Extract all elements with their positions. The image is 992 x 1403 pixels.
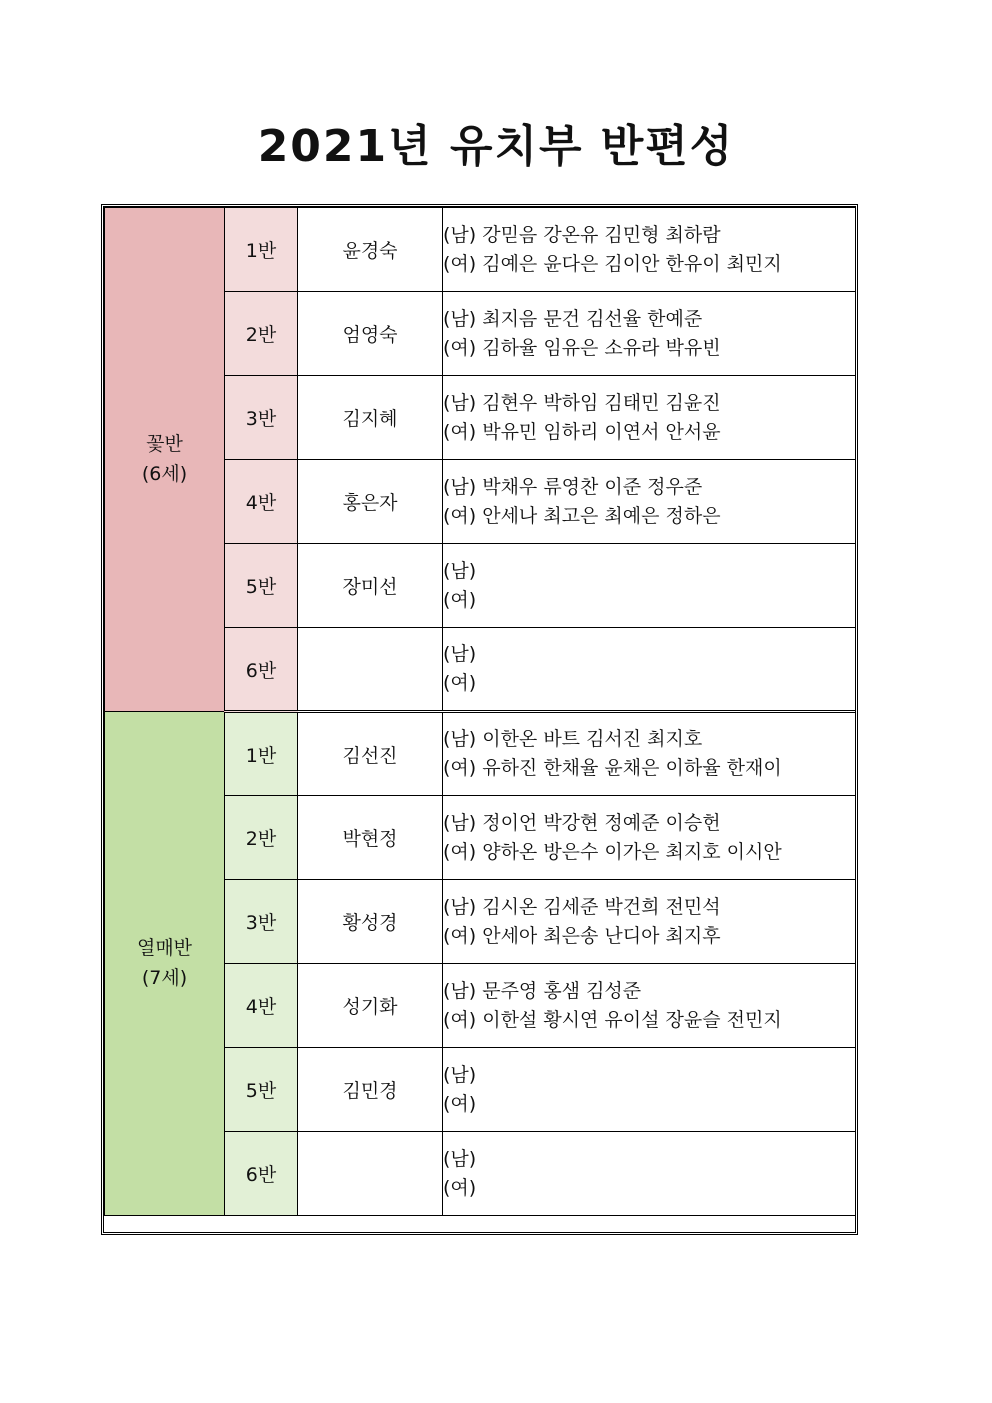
boys-list: (남) 박채우 류영찬 이준 정우준 [443,475,703,498]
table-outer-border [101,204,858,1235]
class-name: 2반 [225,796,298,880]
boys-list: (남) 김시온 김세준 박건희 전민석 [443,895,721,918]
girls-list: (여) 박유민 임하리 이연서 안서윤 [443,420,721,443]
boys-list: (남) 최지음 문건 김선율 한예준 [443,307,703,330]
girls-list: (여) [443,1176,477,1199]
group-name: 꽃반 [146,433,183,456]
teacher-name: 윤경숙 [298,208,443,292]
boys-list: (남) 정이언 박강현 정예준 이승헌 [443,811,721,834]
class-name: 6반 [225,1132,298,1216]
group-age: (6세) [141,462,188,485]
teacher-name: 홍은자 [298,460,443,544]
girls-list: (여) 안세나 최고은 최예은 정하은 [443,504,721,527]
class-name: 5반 [225,544,298,628]
boys-list: (남) [443,559,477,582]
class-name: 4반 [225,964,298,1048]
boys-list: (남) 이한온 바트 김서진 최지호 [443,728,703,750]
class-name: 3반 [225,376,298,460]
girls-list: (여) [443,672,477,694]
boys-list: (남) 강믿음 강온유 김민형 최하람 [443,223,721,246]
teacher-name: 장미선 [298,544,443,628]
girls-list: (여) 양하온 방은수 이가은 최지호 이시안 [443,840,782,863]
teacher-name: 엄영숙 [298,292,443,376]
teacher-name: 황성경 [298,880,443,964]
page-title: 2021년 유치부 반편성 [257,121,735,172]
boys-list: (남) [443,643,477,665]
teacher-name: 김민경 [298,1048,443,1132]
girls-list: (여) [443,588,477,611]
girls-list: (여) 이한설 황시연 유이설 장윤슬 전민지 [443,1008,782,1031]
boys-list: (남) [443,1147,477,1170]
teacher-name: 박현정 [298,796,443,880]
class-name: 1반 [225,712,298,796]
class-name: 3반 [225,880,298,964]
girls-list: (여) 유하진 한채율 윤채은 이하율 한재이 [443,757,782,779]
group-name: 열매반 [136,937,193,960]
group-age: (7세) [141,966,188,989]
class-name: 5반 [225,1048,298,1132]
class-name: 6반 [225,628,298,712]
boys-list: (남) 문주영 홍샘 김성준 [443,979,642,1002]
class-name: 1반 [225,208,298,292]
teacher-name: 김선진 [298,712,443,796]
class-name: 4반 [225,460,298,544]
boys-list: (남) [443,1063,477,1086]
teacher-name: 성기화 [298,964,443,1048]
girls-list: (여) [443,1092,477,1115]
boys-list: (남) 김현우 박하임 김태민 김윤진 [443,391,721,414]
girls-list: (여) 안세아 최은송 난디아 최지후 [443,924,721,947]
girls-list: (여) 김하율 임유은 소유라 박유빈 [443,336,721,359]
teacher-name: 김지혜 [298,376,443,460]
class-name: 2반 [225,292,298,376]
girls-list: (여) 김예은 윤다은 김이안 한유이 최민지 [443,252,782,275]
